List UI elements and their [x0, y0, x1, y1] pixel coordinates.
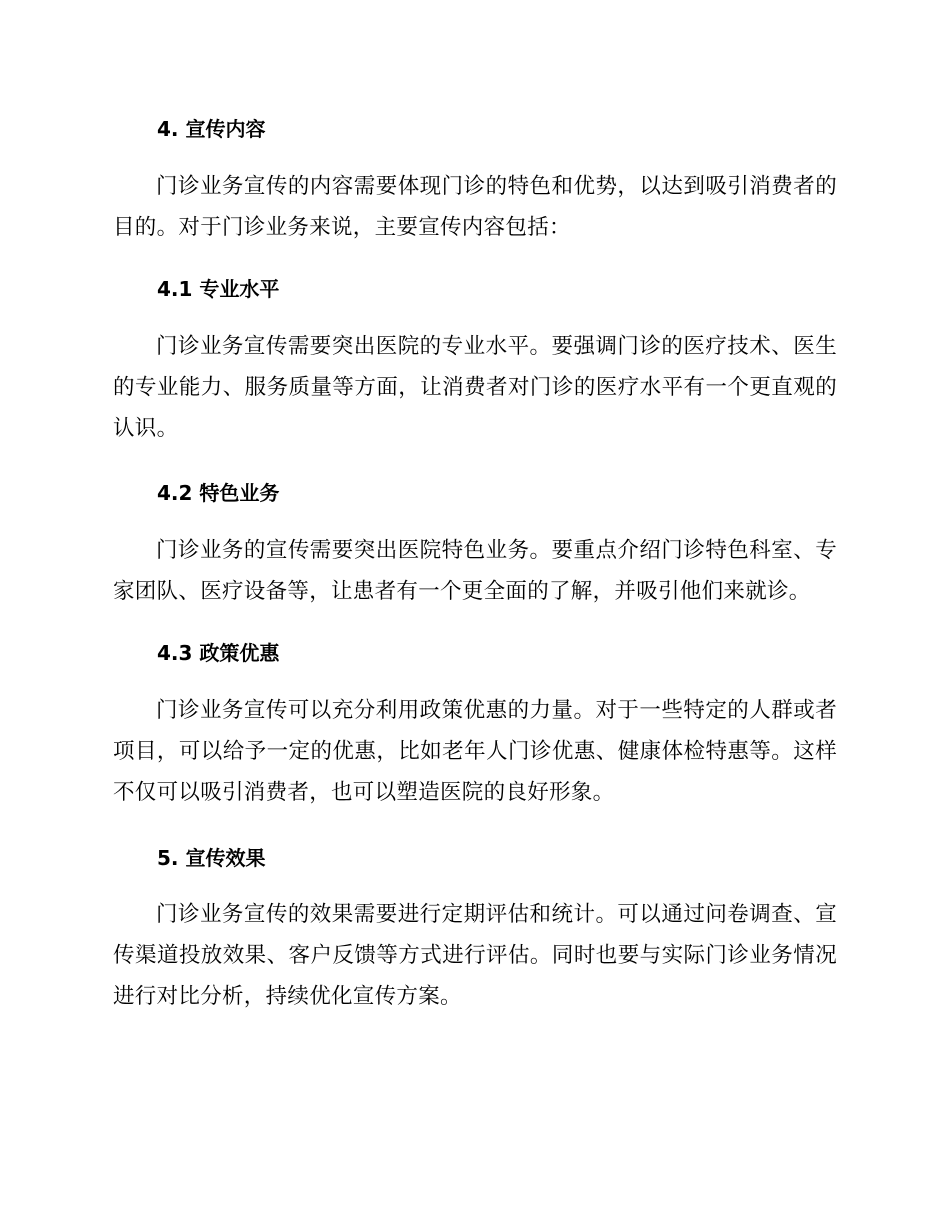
section-heading-4-3: 4.3 政策优惠	[157, 641, 280, 665]
section-heading-5: 5. 宣传效果	[157, 846, 266, 870]
section-body-5: 门诊业务宣传的效果需要进行定期评估和统计。可以通过问卷调查、宣传渠道投放效果、客户反馈等方式进行评估。同时也要与实际门诊业务情况进行对比分析，持续优化宣传方案。	[113, 902, 837, 1009]
section-heading-4-1: 4.1 专业水平	[157, 277, 280, 301]
section-body-4: 门诊业务宣传的内容需要体现门诊的特色和优势，以达到吸引消费者的目的。对于门诊业务来说，主要宣传内容包括：	[113, 174, 837, 240]
section-heading-4: 4. 宣传内容	[157, 117, 266, 141]
section-body-4-3: 门诊业务宣传可以充分利用政策优惠的力量。对于一些特定的人群或者项目，可以给予一定的优惠，比如老年人门诊优惠、健康体检特惠等。这样不仅可以吸引消费者，也可以塑造医院的良好形象。	[113, 698, 837, 805]
section-heading-4-2: 4.2 特色业务	[157, 481, 280, 505]
section-body-4-2: 门诊业务的宣传需要突出医院特色业务。要重点介绍门诊特色科室、专家团队、医疗设备等，让患者有一个更全面的了解，并吸引他们来就诊。	[113, 538, 837, 604]
section-body-4-1: 门诊业务宣传需要突出医院的专业水平。要强调门诊的医疗技术、医生的专业能力、服务质量等方面，让消费者对门诊的医疗水平有一个更直观的认识。	[113, 334, 837, 441]
